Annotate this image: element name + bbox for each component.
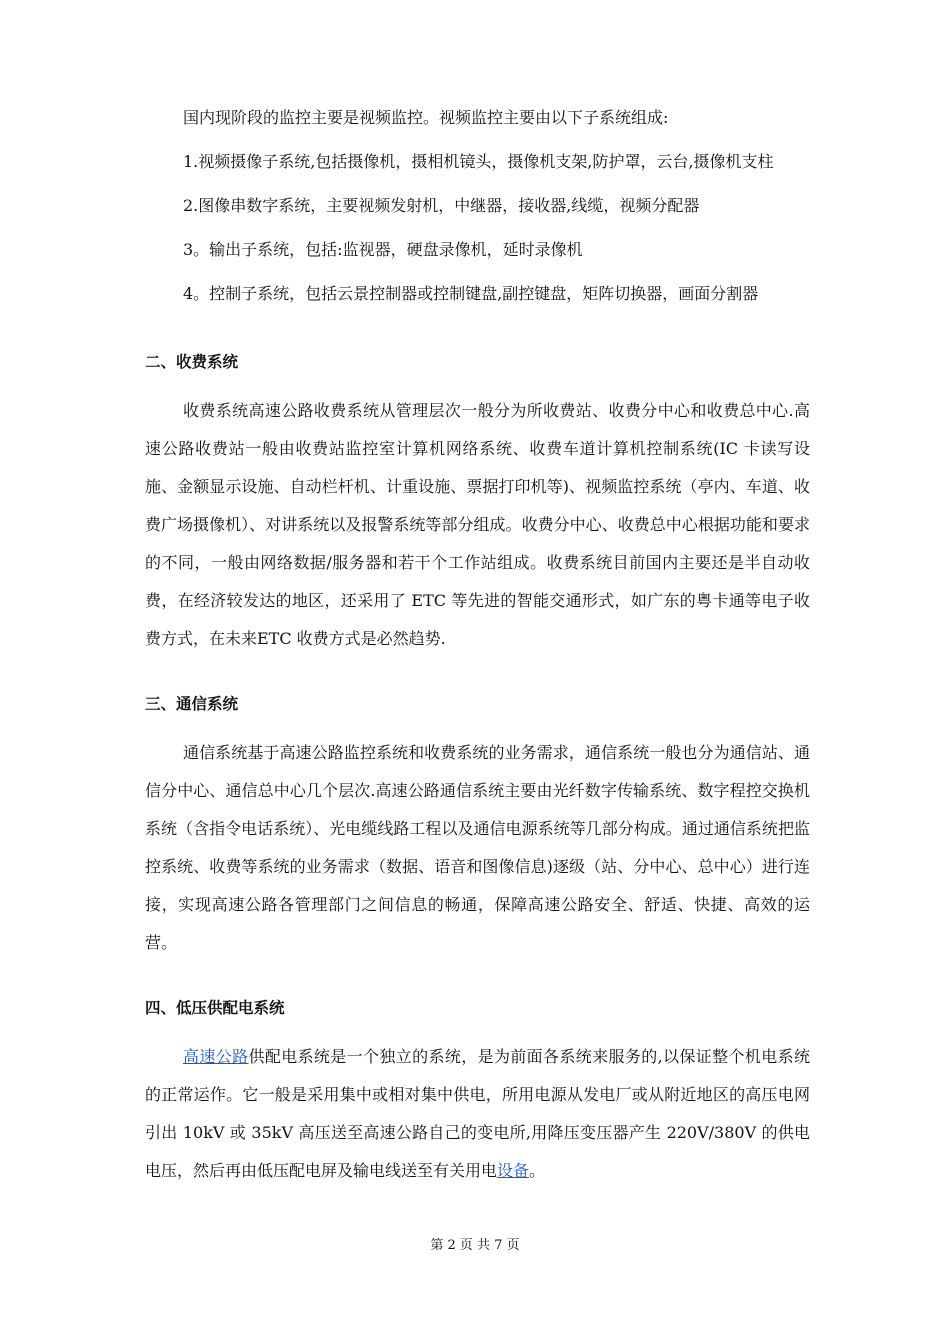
list-item-output: 3。输出子系统，包括:监视器，硬盘录像机，延时录像机 [183, 240, 583, 259]
list-item-video-camera: 1.视频摄像子系统,包括摄像机，摄相机镜头，摄像机支架,防护罩，云台,摄像机支柱 [183, 152, 774, 171]
page-footer: 第 2 页 共 7 页 [430, 1238, 520, 1253]
section-body-toll: 收费系统高速公路收费系统从管理层次一般分为所收费站、收费分中心和收费总中心.高速公路收费站一般由收费站监控室计算机网络系统、收费车道计算机控制系统(IC 卡读写设施、金额显示设施、自动栏杆机、计重设施、票据打印机等)、视频监控系统（亭内、车道、收费广场摄像机）、对讲系统以及报警系统等部分组成。收费分中心、收费总中心根据功能和要求的不同，一般由网络数据/服务器和若干个工作站组成。收费系统目前国内主要还是半自动收费，在经济较发达的地区，还采用了 ETC 等先进的智能交通形式，如广东的粤卡通等电子收费方式，在未来ETC 收费方式是必然趋势. [145, 401, 810, 648]
list-item-image-transmission: 2.图像串数字系统，主要视频发射机，中继器，接收器,线缆，视频分配器 [183, 196, 700, 215]
section-body-power [145, 1038, 810, 1190]
link-equipment[interactable]: 设备 [497, 1161, 530, 1180]
power-body-end: 。 [529, 1161, 546, 1180]
document-content [145, 96, 810, 1190]
link-expressway[interactable]: 高速公路 [183, 1047, 249, 1066]
section-heading-communication: 三、通信系统 [145, 695, 239, 713]
section-heading-power: 四、低压供配电系统 [145, 999, 285, 1017]
intro-paragraph: 国内现阶段的监控主要是视频监控。视频监控主要由以下子系统组成: [183, 108, 669, 127]
section-heading-toll: 二、收费系统 [145, 353, 239, 371]
list-item-control: 4。控制子系统，包括云景控制器或控制键盘,副控键盘，矩阵切换器，画面分割器 [183, 284, 759, 303]
section-body-communication: 通信系统基于高速公路监控系统和收费系统的业务需求，通信系统一般也分为通信站、通信分中心、通信总中心几个层次.高速公路通信系统主要由光纤数字传输系统、数字程控交换机系统（含指令电话系统）、光电缆线路工程以及通信电源系统等几部分构成。通过通信系统把监控系统、收费等系统的业务需求（数据、语音和图像信息)逐级（站、分中心、总中心）进行连接，实现高速公路各管理部门之间信息的畅通，保障高速公路安全、舒适、快捷、高效的运营。 [145, 743, 810, 952]
power-body-text: 供配电系统是一个独立的系统，是为前面各系统来服务的,以保证整个机电系统的正常运作。它一般是采用集中或相对集中供电，所用电源从发电厂或从附近地区的高压电网引出 10kV 或 35kV 高压送至高速公路自己的变电所,用降压变压器产生 220V/380V 的供电电压，然后再由低压配电屏及输电线送至有关用电 [145, 1047, 810, 1180]
